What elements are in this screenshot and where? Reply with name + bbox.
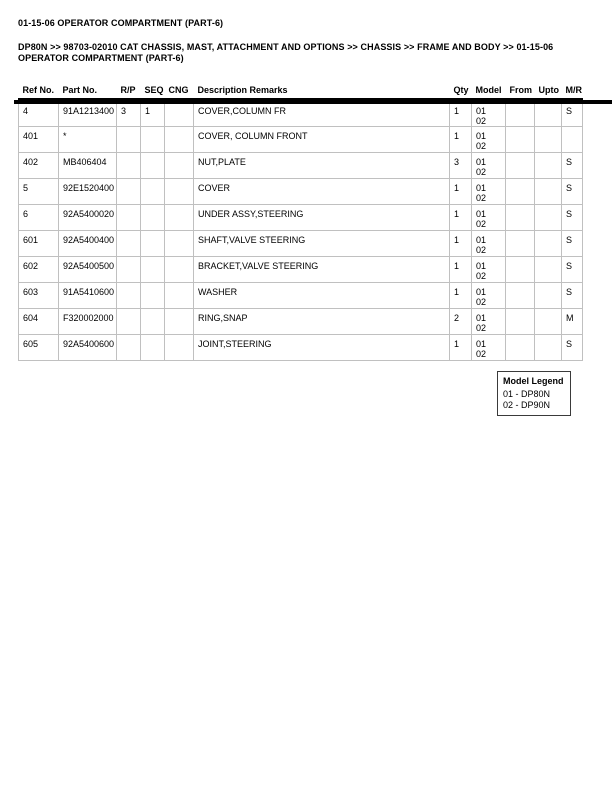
cell-ref-no: 4 [19,100,59,127]
model-code-line: 02 [476,193,487,203]
model-code-line: 02 [476,245,487,255]
cell-cng [165,231,194,257]
cell-description: NUT,PLATE [194,153,450,179]
header-ref-no: Ref No. [19,84,59,100]
cell-cng [165,335,194,361]
cell-qty: 1 [450,205,472,231]
model-code-line: 02 [476,167,487,177]
parts-table-body [19,100,583,361]
cell-description: JOINT,STEERING [194,335,450,361]
header-part-no: Part No. [59,84,117,100]
cell-upto [535,257,562,283]
cell-mr: S [562,179,583,205]
cell-rp [117,127,141,153]
cell-rp [117,205,141,231]
model-code-line: 02 [476,219,487,229]
cell-description: SHAFT,VALVE STEERING [194,231,450,257]
cell-rp [117,335,141,361]
model-code-line: 02 [476,323,487,333]
cell-qty: 1 [450,100,472,127]
cell-model [472,205,506,231]
table-row [19,335,583,361]
cell-rp: 3 [117,100,141,127]
model-code-line: 02 [476,271,487,281]
cell-mr: S [562,335,583,361]
cell-ref-no: 6 [19,205,59,231]
model-code-line: 01 [476,313,487,323]
cell-cng [165,179,194,205]
table-row [19,231,583,257]
cell-ref-no: 401 [19,127,59,153]
model-code-line: 02 [476,297,487,307]
cell-qty: 1 [450,257,472,283]
header-from: From [506,84,535,100]
table-row [19,257,583,283]
table-row [19,179,583,205]
cell-rp [117,283,141,309]
cell-model [472,283,506,309]
header-rp: R/P [117,84,141,100]
cell-part-no: 92A5400500 [59,257,117,283]
cell-description: COVER, COLUMN FRONT [194,127,450,153]
cell-ref-no: 603 [19,283,59,309]
cell-from [506,335,535,361]
model-legend-item: 01 - DP80N [503,389,551,399]
parts-table-header [19,84,583,100]
cell-ref-no: 604 [19,309,59,335]
cell-description: RING,SNAP [194,309,450,335]
breadcrumb: DP80N >> 98703-02010 CAT CHASSIS, MAST, ATTACHMENT AND OPTIONS >> CHASSIS >> FRAME AND BODY >> 01-15-06 OPERATOR COMPARTMENT (PART-6) [18,42,554,63]
model-code-line: 02 [476,141,487,151]
cell-mr [562,127,583,153]
cell-part-no: * [59,127,117,153]
model-code-line: 01 [476,157,487,167]
cell-from [506,309,535,335]
cell-model [472,231,506,257]
cell-part-no: 92A5400020 [59,205,117,231]
cell-qty: 1 [450,127,472,153]
table-row [19,153,583,179]
cell-cng [165,309,194,335]
cell-mr: M [562,309,583,335]
cell-model [472,153,506,179]
cell-mr: S [562,153,583,179]
cell-qty: 1 [450,179,472,205]
header-model: Model [472,84,506,100]
cell-seq [141,127,165,153]
cell-seq [141,309,165,335]
header-upto: Upto [535,84,562,100]
model-legend-title: Model Legend [503,376,564,386]
model-code-line: 01 [476,183,487,193]
cell-rp [117,309,141,335]
parts-table [18,84,583,361]
header-mr: M/R [562,84,583,100]
cell-cng [165,257,194,283]
header-rule [14,100,612,104]
cell-upto [535,205,562,231]
cell-upto [535,127,562,153]
cell-model [472,335,506,361]
cell-from [506,205,535,231]
cell-part-no: 92E1520400 [59,179,117,205]
cell-ref-no: 402 [19,153,59,179]
cell-cng [165,283,194,309]
cell-mr: S [562,100,583,127]
cell-mr: S [562,257,583,283]
cell-ref-no: 5 [19,179,59,205]
cell-model [472,309,506,335]
cell-from [506,257,535,283]
cell-cng [165,153,194,179]
cell-seq [141,257,165,283]
cell-part-no: 92A5400600 [59,335,117,361]
cell-rp [117,257,141,283]
cell-seq [141,231,165,257]
cell-from [506,153,535,179]
cell-qty: 1 [450,231,472,257]
cell-seq [141,283,165,309]
cell-qty: 2 [450,309,472,335]
cell-part-no: 91A1213400 [59,100,117,127]
cell-qty: 3 [450,153,472,179]
header-description: Description Remarks [194,84,450,100]
cell-mr: S [562,283,583,309]
cell-seq: 1 [141,100,165,127]
cell-cng [165,205,194,231]
cell-upto [535,231,562,257]
cell-from [506,179,535,205]
cell-qty: 1 [450,335,472,361]
cell-rp [117,231,141,257]
model-code-line: 01 [476,235,487,245]
cell-upto [535,309,562,335]
cell-ref-no: 601 [19,231,59,257]
cell-part-no: 92A5400400 [59,231,117,257]
header-row [19,84,583,100]
model-code-line: 02 [476,349,487,359]
cell-description: BRACKET,VALVE STEERING [194,257,450,283]
cell-rp [117,153,141,179]
cell-seq [141,335,165,361]
cell-upto [535,179,562,205]
cell-description: COVER,COLUMN FR [194,100,450,127]
cell-seq [141,179,165,205]
cell-cng [165,127,194,153]
cell-ref-no: 605 [19,335,59,361]
cell-description: COVER [194,179,450,205]
cell-seq [141,205,165,231]
model-code-line: 01 [476,287,487,297]
cell-qty: 1 [450,283,472,309]
page-title: 01-15-06 OPERATOR COMPARTMENT (PART-6) [18,18,224,28]
header-cng: CNG [165,84,194,100]
table-row [19,283,583,309]
cell-part-no: 91A5410600 [59,283,117,309]
cell-rp [117,179,141,205]
cell-description: UNDER ASSY,STEERING [194,205,450,231]
model-code-line: 02 [476,116,487,126]
cell-from [506,231,535,257]
model-legend [497,371,571,416]
cell-from [506,127,535,153]
cell-model [472,179,506,205]
cell-mr: S [562,205,583,231]
cell-part-no: MB406404 [59,153,117,179]
cell-model [472,127,506,153]
cell-mr: S [562,231,583,257]
cell-description: WASHER [194,283,450,309]
cell-seq [141,153,165,179]
cell-upto [535,283,562,309]
header-seq: SEQ [141,84,165,100]
model-code-line: 01 [476,209,487,219]
model-code-line: 01 [476,261,487,271]
model-code-line: 01 [476,106,487,116]
cell-upto [535,153,562,179]
table-row [19,309,583,335]
cell-from [506,283,535,309]
model-code-line: 01 [476,131,487,141]
table-row [19,205,583,231]
cell-upto [535,335,562,361]
cell-model [472,257,506,283]
header-qty: Qty [450,84,472,100]
cell-ref-no: 602 [19,257,59,283]
table-row [19,127,583,153]
model-legend-item: 02 - DP90N [503,400,551,410]
cell-part-no: F320002000 [59,309,117,335]
model-code-line: 01 [476,339,487,349]
